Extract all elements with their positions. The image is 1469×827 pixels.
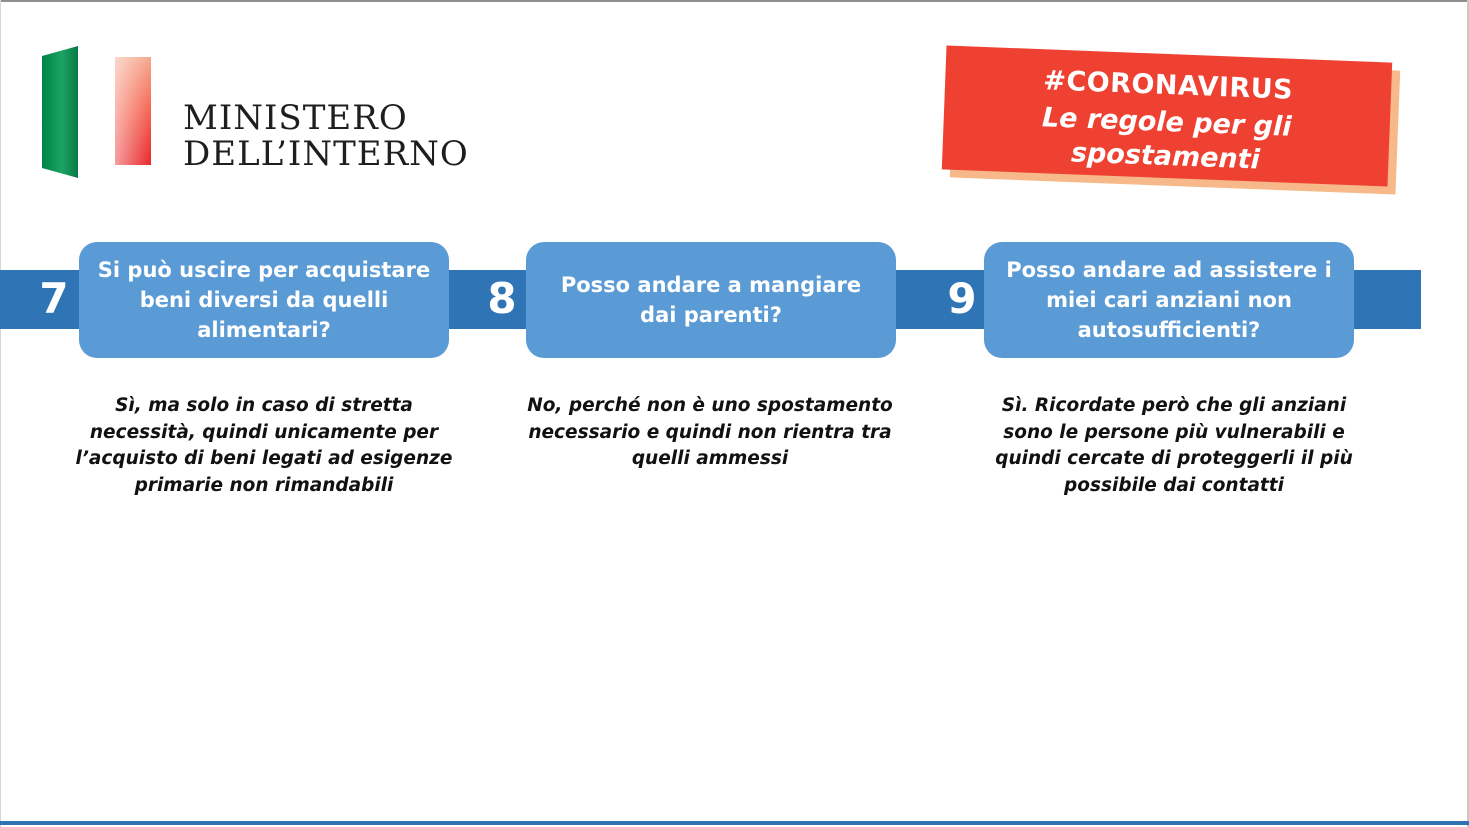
question-box-7 [79,242,449,358]
banner-hashtag: #CORONAVIRUS [1042,65,1294,106]
slide-bottom-bar [0,821,1469,825]
question-number-7: 7 [39,274,69,323]
question-number-9: 9 [947,274,977,323]
banner-subtitle: Le regole per gli spostamenti [1041,102,1293,176]
ministry-name-line1: MINISTERO [183,98,408,138]
answer-text-7: Sì, ma solo in caso di stretta necessità, quindi unicamente per l’acquisto di beni legati ad esigenze primarie non rimandabili [75,395,453,496]
answer-text-8: No, perché non è uno spostamento necessario e quindi non rientra tra quelli ammessi [527,395,893,469]
slide-left-border [0,0,1,827]
ministry-name-line2: DELL’INTERNO [183,134,469,174]
question-text-7: Si può uscire per acquistare beni diversi da quelli alimentari? [97,258,431,342]
coronavirus-banner [942,50,1402,194]
question-text-9: Posso andare ad assistere i miei cari anziani non autosufficienti? [1006,258,1332,342]
ministry-name [183,100,469,172]
slide-top-border [0,0,1469,2]
italian-flag-logo-icon [40,44,155,180]
question-box-9 [984,242,1354,358]
answer-text-9: Sì. Ricordate però che gli anziani sono le persone più vulnerabili e quindi cercate di proteggerli il più possibile dai contatti [995,395,1353,496]
question-text-8: Posso andare a mangiare dai parenti? [560,273,862,327]
question-box-8 [526,242,896,358]
banner-box [942,45,1392,186]
question-number-8: 8 [487,274,517,323]
